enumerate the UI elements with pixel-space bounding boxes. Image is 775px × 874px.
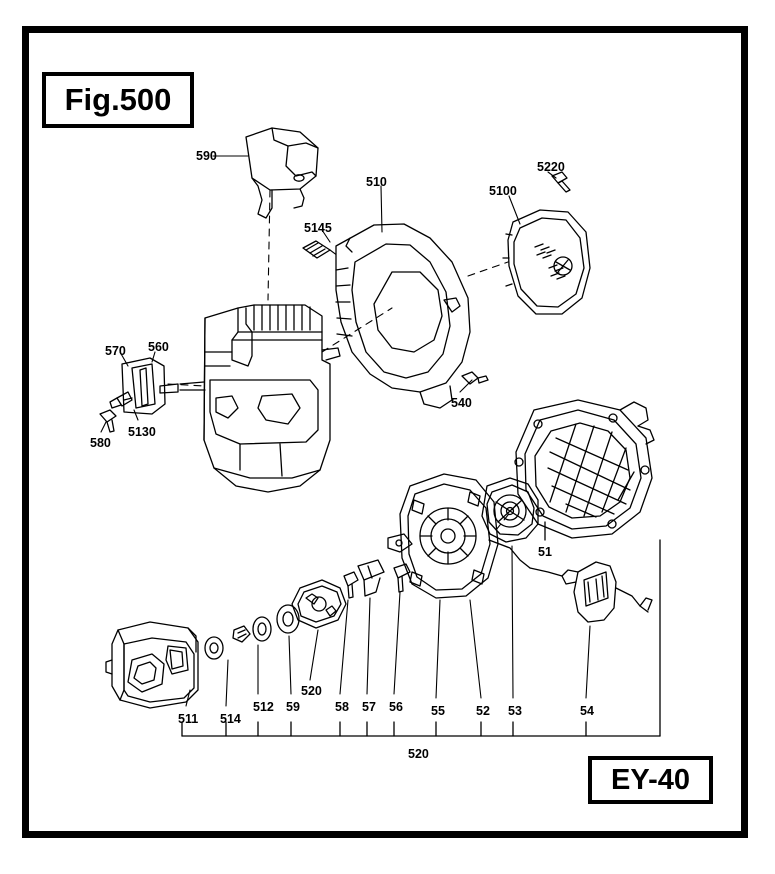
callout-54: 54 (580, 704, 594, 718)
callout-52: 52 (476, 704, 490, 718)
callout-514: 514 (220, 712, 241, 726)
model-number-label: EY-40 (611, 763, 690, 796)
callout-540: 540 (451, 396, 472, 410)
callout-5220: 5220 (537, 160, 565, 174)
callout-510: 510 (366, 175, 387, 189)
callout-51: 51 (538, 545, 552, 559)
callout-5100: 5100 (489, 184, 517, 198)
callout-520-upper: 520 (301, 684, 322, 698)
model-number-box (588, 756, 713, 804)
callout-511: 511 (178, 712, 199, 726)
callout-57: 57 (362, 700, 376, 714)
callout-53: 53 (508, 704, 522, 718)
callout-590: 590 (196, 149, 217, 163)
figure-number-label: Fig.500 (64, 82, 172, 117)
callout-512: 512 (253, 700, 274, 714)
figure-number-box (42, 72, 194, 128)
callout-59: 59 (286, 700, 300, 714)
callout-520-bracket: 520 (408, 747, 429, 761)
callout-58: 58 (335, 700, 349, 714)
callout-5130: 5130 (128, 425, 156, 439)
callout-560: 560 (148, 340, 169, 354)
callout-55: 55 (431, 704, 445, 718)
callout-5145: 5145 (304, 221, 332, 235)
callout-56: 56 (389, 700, 403, 714)
callout-570: 570 (105, 344, 126, 358)
callout-580: 580 (90, 436, 111, 450)
